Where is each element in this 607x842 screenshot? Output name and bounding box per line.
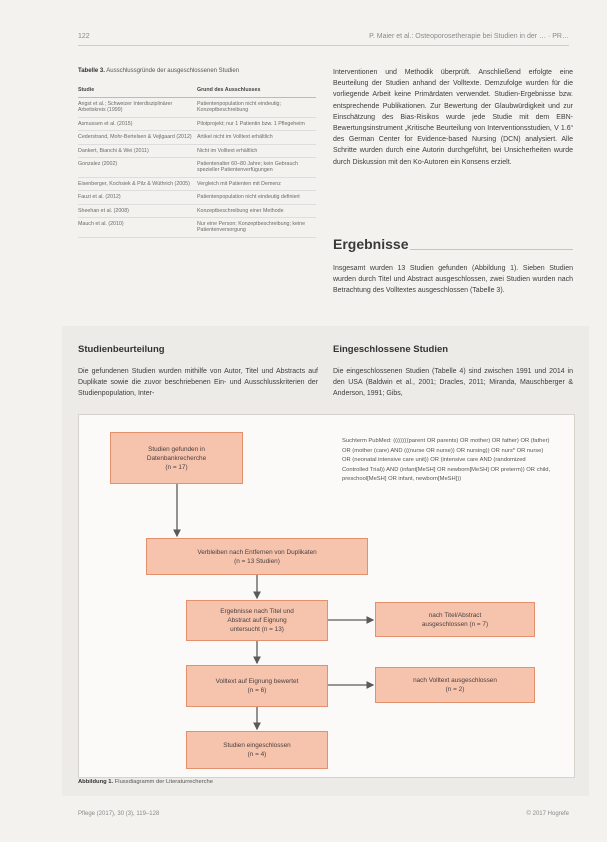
cell-reason: Konzeptbeschreibung einer Methode	[197, 204, 316, 217]
column-header-study: Studie	[78, 84, 197, 98]
flow-box-included-line2: (n = 4)	[247, 751, 267, 758]
table-label: Tabelle 3.	[78, 68, 105, 74]
cell-reason: Patientenalter 60–80 Jahre; kein Gebrauch spezieller Patientenverfügungen	[197, 158, 316, 178]
assessment-paragraph: Die gefundenen Studien wurden mithilfe von Autor, Titel und Abstracts auf Duplikate sowie die zuvor beschriebenen Ein- und Ausschlusskriterien der Studienpopulation, Inter-	[78, 368, 318, 398]
flow-box-after-duplicates-line2: (n = 13 Studien)	[234, 557, 280, 565]
flow-box-excluded-title-line2: ausgeschlossen (n = 7)	[421, 620, 489, 628]
flow-box-fulltext-line1: Volltext auf Eignung bewertet	[215, 678, 299, 685]
cell-reason: Vergleich mit Patienten mit Demenz	[197, 177, 316, 190]
flow-box-after-duplicates	[146, 538, 368, 575]
flow-box-included	[186, 731, 328, 769]
figure-caption-text: Flussdiagramm der Literaturrecherche	[114, 779, 213, 785]
flow-box-found-line1: Studien gefunden in	[148, 445, 205, 453]
figure-label: Abbildung 1.	[78, 779, 114, 785]
figure-caption	[78, 779, 213, 785]
cell-reason: Artikel nicht im Volltext erhältlich	[197, 131, 316, 144]
flow-box-fulltext-line2: (n = 6)	[247, 687, 267, 694]
page-number: 122	[78, 33, 90, 40]
cell-study: Mauch et al. (2010)	[78, 218, 197, 238]
flow-box-screened-line2: Abstract auf Eignung	[227, 617, 287, 624]
flow-box-included-line1: Studien eingeschlossen	[223, 742, 291, 749]
flow-box-screened-line3: untersucht (n = 13)	[230, 626, 284, 633]
flow-box-excluded-title	[375, 602, 535, 637]
footer-publisher: © 2017 Hogrefe	[526, 811, 569, 817]
section-heading-studienbeurteilung: Studienbeurteilung	[78, 344, 165, 355]
flow-box-excluded-fulltext	[375, 667, 535, 703]
flow-box-excluded-fulltext-line2: (n = 2)	[445, 686, 465, 693]
flow-box-excluded-title-line1: nach Titel/Abstract	[428, 611, 482, 619]
cell-study: Cederstrand, Mohr-Bertelsen & Vejlgaard (2012)	[78, 131, 197, 144]
cell-reason: Patientenpopulation nicht eindeutig; Konzeptbeschreibung	[197, 98, 316, 118]
cell-study: Dankert, Bianchi & Wei (2011)	[78, 144, 197, 157]
cell-study: Eisenberger, Kochsiek & Pilz & Wüthrich (2005)	[78, 177, 197, 190]
results-paragraph: Insgesamt wurden 13 Studien gefunden (Abbildung 1). Sieben Studien wurden durch Titel und Abstract ausgeschlossen, zwei Studien wurden nach Betrachtung des Volltextes ausgeschlossen (Tabelle 3).	[333, 265, 573, 295]
cell-study: Angst et al.; Schweizer Interdisziplinärer Arbeitskreis (1999)	[78, 98, 197, 118]
footer-citation: Pflege (2017), 30 (3), 119–128	[78, 811, 160, 817]
running-header: P. Maier et al.: Osteoporosetherapie bei Studien in der … · PR…	[369, 33, 569, 40]
flow-box-fulltext	[186, 665, 328, 707]
cell-reason: Pilotprojekt; nur 1 Patientin bzw. 1 Pflegeheim	[197, 117, 316, 130]
cell-study: Asmussen et al. (2015)	[78, 117, 197, 130]
section-heading-eingeschlossene-studien: Eingeschlossene Studien	[333, 344, 449, 355]
methods-paragraph: Interventionen und Methodik überprüft. Anschließend erfolgte eine Beurteilung der Studien anhand der Volltexte. Demzufolge wurden für die vorliegende Arbeit keine Primärdaten verwendet. Studien-Ergebnisse bzw. entsprechende Publikationen. Zur Bewertung der Glaubwürdigkeit und zur Einschätzung des Bias-Risikos wurde jede Studie mit dem EBN-Bewertungsinstrument „Kritische Beurteilung von Interventionsstudien, V 1.6“ des German Center for Evidence-based Nursing (DCN) analysiert. Alle Schritte wurden durch eine Autorin durchgeführt, bei Unsicherheiten wurde durch Diskussion mit den Ko-Autoren ein Konsens erzielt.	[333, 69, 573, 166]
flow-box-screened	[186, 600, 328, 641]
cell-reason: Patientenpopulation nicht eindeutig definiert	[197, 191, 316, 204]
table-caption-text: Ausschlussgründe der ausgeschlossenen Studien	[106, 68, 240, 74]
cell-reason: Nur eine Person; Konzeptbeschreibung; keine Patientenversorgung	[197, 218, 316, 238]
cell-study: Gonzalez (2002)	[78, 158, 197, 178]
cell-reason: Nicht im Volltext erhältlich	[197, 144, 316, 157]
included-studies-paragraph: Die eingeschlossenen Studien (Tabelle 4) sind zwischen 1991 und 2014 in den USA (Baldwin et al., 2001; Dracles, 2011; Miranda, Mauschberger & Anderson, 1991; Gibs,	[333, 368, 573, 398]
flow-box-found	[110, 432, 243, 484]
flow-box-found-line2: Datenbankrecherche	[146, 454, 207, 462]
cell-study: Fauzi et al. (2012)	[78, 191, 197, 204]
cell-study: Sheehan et al. (2008)	[78, 204, 197, 217]
section-heading-ergebnisse: Ergebnisse	[333, 236, 409, 252]
search-term-text: Suchterm PubMed: ((((((((parent OR parents) OR mother) OR father) OR (father) OR (mother (care) AND (((nurse OR nurse)) OR nursing)) OR nurs* OR nurse) OR (neonatal intensive care unit)) OR (intensive care AND (randomized Controlled Trial)) AND (infant[MeSH] OR newborn[MeSH] OR preterm)) OR child, preschool[MeSH] OR infant, newborn[MeSH]))	[342, 438, 551, 483]
column-header-reason: Grund des Ausschlusses	[197, 84, 316, 98]
flow-box-excluded-fulltext-line1: nach Volltext ausgeschlossen	[413, 677, 497, 684]
flow-box-screened-line1: Ergebnisse nach Titel und	[220, 608, 294, 615]
flow-box-after-duplicates-line1: Verbleiben nach Entfernen von Duplikaten	[197, 548, 317, 556]
flow-box-found-line3: (n = 17)	[165, 463, 188, 471]
